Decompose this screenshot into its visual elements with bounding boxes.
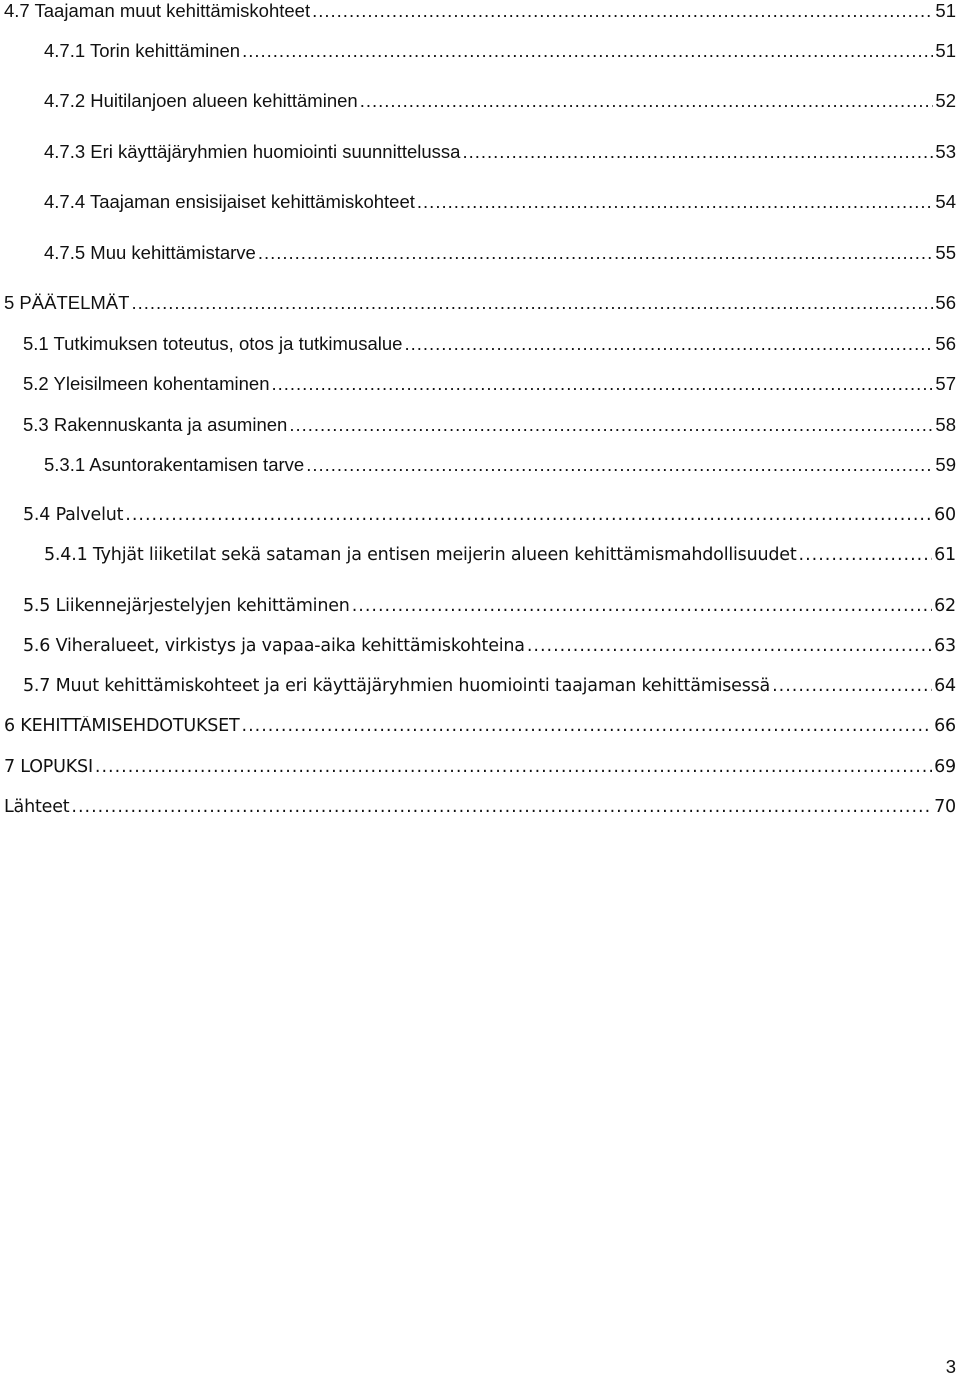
toc-entry-title: 5.3 Rakennuskanta ja asuminen — [23, 414, 288, 435]
toc-dot-leader — [242, 40, 933, 62]
toc-entry[interactable] — [44, 242, 956, 270]
toc-entry-title: 5.5 Liikennejärjestelyjen kehittäminen — [23, 596, 350, 616]
toc-entry[interactable] — [44, 454, 956, 482]
toc-dot-leader — [527, 636, 932, 656]
toc-entry-title: 4.7.1 Torin kehittäminen — [44, 40, 241, 61]
toc-entry-page: 56 — [935, 333, 956, 354]
toc-entry-title: 7 LOPUKSI — [4, 757, 93, 777]
toc-dot-leader — [312, 0, 933, 22]
toc-entry[interactable] — [44, 191, 956, 219]
toc-entry-page: 57 — [935, 373, 956, 394]
toc-entry[interactable] — [23, 373, 956, 401]
toc-entry[interactable] — [23, 333, 956, 361]
toc-dot-leader — [352, 596, 932, 616]
toc-entry-title: 4.7.4 Taajaman ensisijaiset kehittämiskohteet — [44, 191, 415, 212]
toc-entry-page: 51 — [935, 0, 956, 21]
toc-entry[interactable] — [44, 141, 956, 169]
toc-dot-leader — [271, 373, 933, 395]
toc-entry-page: 51 — [935, 40, 956, 61]
toc-dot-leader — [360, 90, 934, 112]
toc-entry-page: 60 — [934, 505, 956, 525]
toc-entry[interactable] — [23, 636, 956, 664]
toc-dot-leader — [289, 414, 933, 436]
toc-dot-leader — [772, 676, 932, 696]
toc-dot-leader — [462, 141, 933, 163]
toc-entry-page: 70 — [934, 797, 956, 817]
toc-entry-page: 53 — [935, 141, 956, 162]
toc-entry-title: 5.4.1 Tyhjät liiketilat sekä sataman ja entisen meijerin alueen kehittämismahdollisuudet — [44, 545, 797, 565]
toc-dot-leader — [95, 757, 932, 777]
toc-entry-page: 56 — [935, 292, 956, 313]
toc-entry-title: 4.7.5 Muu kehittämistarve — [44, 242, 256, 263]
toc-dot-leader — [71, 797, 932, 817]
toc-entry-title: 5.4 Palvelut — [23, 505, 124, 525]
toc-entry[interactable] — [4, 0, 956, 28]
toc-dot-leader — [799, 545, 933, 565]
toc-entry-page: 58 — [935, 414, 956, 435]
toc-entry-title: 5.3.1 Asuntorakentamisen tarve — [44, 454, 305, 475]
toc-entry-page: 52 — [935, 90, 956, 111]
toc-entry-page: 61 — [934, 545, 956, 565]
toc-entry[interactable] — [4, 797, 956, 825]
page-number: 3 — [945, 1356, 956, 1377]
toc-dot-leader — [404, 333, 933, 355]
toc-entry-page: 59 — [935, 454, 956, 475]
toc-entry[interactable] — [4, 757, 956, 785]
toc-entry-title: 5.2 Yleisilmeen kohentaminen — [23, 373, 270, 394]
toc-entry-title: 4.7.2 Huitilanjoen alueen kehittäminen — [44, 90, 358, 111]
toc-entry[interactable] — [4, 716, 956, 744]
toc-entry-title: 5.1 Tutkimuksen toteutus, otos ja tutkimusalue — [23, 333, 403, 354]
toc-entry-page: 62 — [934, 596, 956, 616]
toc-entry-title: 5 PÄÄTELMÄT — [4, 292, 130, 313]
toc-entry-title: 5.7 Muut kehittämiskohteet ja eri käyttäjäryhmien huomiointi taajaman kehittämisessä — [23, 676, 771, 696]
toc-entry[interactable] — [4, 292, 956, 320]
toc-entry-title: 4.7.3 Eri käyttäjäryhmien huomiointi suunnittelussa — [44, 141, 461, 162]
toc-dot-leader — [417, 191, 934, 213]
toc-entry-page: 55 — [935, 242, 956, 263]
toc-entry-page: 66 — [934, 716, 956, 736]
toc-dot-leader — [125, 505, 932, 525]
toc-entry-title: Lähteet — [4, 797, 70, 817]
toc-entry[interactable] — [23, 676, 956, 704]
toc-entry-title: 4.7 Taajaman muut kehittämiskohteet — [4, 0, 311, 21]
toc-entry-page: 54 — [935, 191, 956, 212]
toc-dot-leader — [131, 292, 933, 314]
toc-entry-page: 64 — [934, 676, 956, 696]
toc-entry-title: 6 KEHITTÄMISEHDOTUKSET — [4, 716, 240, 736]
toc-entry[interactable] — [23, 596, 956, 624]
toc-dot-leader — [306, 454, 933, 476]
toc-entry[interactable] — [23, 414, 956, 442]
toc-entry[interactable] — [44, 545, 956, 573]
toc-entry[interactable] — [44, 90, 956, 118]
toc-dot-leader — [258, 242, 934, 264]
toc-entry-page: 69 — [934, 757, 956, 777]
toc-dot-leader — [242, 716, 933, 736]
toc-entry-page: 63 — [934, 636, 956, 656]
toc-entry-title: 5.6 Viheralueet, virkistys ja vapaa-aika kehittämiskohteina — [23, 636, 525, 656]
toc-entry[interactable] — [44, 40, 956, 68]
toc-entry[interactable] — [23, 505, 956, 533]
